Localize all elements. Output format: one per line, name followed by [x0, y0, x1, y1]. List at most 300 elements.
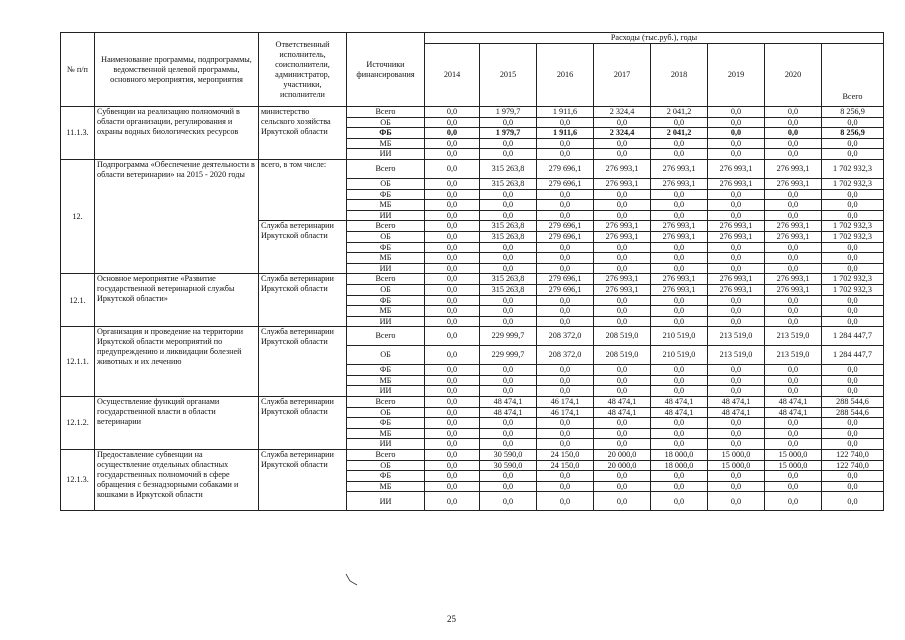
row-value: 0,0: [708, 386, 765, 397]
row-value: 1 979,7: [480, 128, 537, 139]
row-value: 0,0: [765, 365, 822, 376]
row-value: 0,0: [537, 253, 594, 264]
row-value: 0,0: [765, 253, 822, 264]
row-value: 20 000,0: [594, 450, 651, 461]
row-value: 0,0: [425, 375, 480, 386]
row-value: 0,0: [425, 274, 480, 285]
row-value: 0,0: [651, 471, 708, 482]
row-value: 2 324,4: [594, 107, 651, 118]
row-responsible: Служба ветеринарии Иркутской области: [259, 221, 347, 274]
row-value: 0,0: [765, 428, 822, 439]
row-value: 0,0: [425, 481, 480, 492]
row-value: 0,0: [425, 386, 480, 397]
row-value: 0,0: [765, 375, 822, 386]
row-total: 8 256,9: [822, 128, 884, 139]
row-value: 0,0: [480, 210, 537, 221]
row-value: 208 372,0: [537, 346, 594, 365]
row-value: 0,0: [537, 428, 594, 439]
row-value: 0,0: [765, 439, 822, 450]
row-value: 0,0: [651, 138, 708, 149]
row-source: МБ: [347, 253, 425, 264]
row-value: 0,0: [425, 200, 480, 211]
budget-sheet: [60, 32, 883, 511]
row-value: 0,0: [480, 481, 537, 492]
row-value: 0,0: [708, 189, 765, 200]
row-source: МБ: [347, 306, 425, 317]
row-value: 276 993,1: [708, 178, 765, 189]
row-value: 0,0: [537, 471, 594, 482]
header-responsible: Ответственный исполнитель, соисполнители, администратор, участники, исполнители: [259, 33, 347, 107]
row-total: 1 284 447,7: [822, 346, 884, 365]
row-value: 48 474,1: [594, 397, 651, 408]
row-source: ФБ: [347, 128, 425, 139]
row-source: Всего: [347, 159, 425, 178]
row-code: 12.: [61, 159, 95, 273]
table-row: [61, 107, 884, 118]
row-value: 0,0: [651, 386, 708, 397]
row-value: 0,0: [651, 492, 708, 511]
row-value: 0,0: [708, 263, 765, 274]
row-value: 0,0: [425, 295, 480, 306]
row-value: 0,0: [594, 149, 651, 160]
row-source: ФБ: [347, 242, 425, 253]
row-value: 315 263,8: [480, 284, 537, 295]
row-source: ОБ: [347, 346, 425, 365]
row-value: 276 993,1: [651, 221, 708, 232]
row-total: 0,0: [822, 492, 884, 511]
row-source: ФБ: [347, 418, 425, 429]
row-value: 0,0: [480, 138, 537, 149]
row-value: 0,0: [708, 128, 765, 139]
row-value: 0,0: [425, 346, 480, 365]
row-value: 0,0: [425, 128, 480, 139]
row-value: 0,0: [480, 316, 537, 327]
row-source: ИИ: [347, 492, 425, 511]
row-value: 0,0: [651, 253, 708, 264]
row-value: 0,0: [708, 439, 765, 450]
row-value: 0,0: [765, 263, 822, 274]
row-total: 0,0: [822, 428, 884, 439]
header-sources: Источники финансирования: [347, 33, 425, 107]
row-source: МБ: [347, 200, 425, 211]
row-value: 0,0: [765, 492, 822, 511]
row-value: 0,0: [594, 189, 651, 200]
row-value: 0,0: [708, 481, 765, 492]
page-number: 25: [447, 614, 456, 624]
row-value: 0,0: [537, 295, 594, 306]
row-value: 276 993,1: [594, 274, 651, 285]
row-value: 0,0: [594, 138, 651, 149]
row-value: 0,0: [425, 107, 480, 118]
row-value: 0,0: [425, 439, 480, 450]
row-value: 0,0: [765, 128, 822, 139]
row-source: Всего: [347, 397, 425, 408]
row-value: 0,0: [765, 306, 822, 317]
row-value: 0,0: [480, 375, 537, 386]
row-value: 18 000,0: [651, 460, 708, 471]
row-value: 0,0: [425, 460, 480, 471]
row-source: ИИ: [347, 263, 425, 274]
row-responsible: Служба ветеринарии Иркутской области: [259, 327, 347, 397]
row-total: 0,0: [822, 253, 884, 264]
row-source: ОБ: [347, 178, 425, 189]
row-source: ИИ: [347, 149, 425, 160]
row-code: 12.1.1.: [61, 327, 95, 397]
row-value: 15 000,0: [708, 450, 765, 461]
table-row: [61, 274, 884, 285]
row-value: 0,0: [480, 295, 537, 306]
row-value: 0,0: [708, 316, 765, 327]
row-value: 0,0: [594, 263, 651, 274]
row-value: 279 696,1: [537, 159, 594, 178]
header-row-top: [61, 33, 884, 44]
row-value: 0,0: [594, 242, 651, 253]
row-total: 1 702 932,3: [822, 221, 884, 232]
row-value: 0,0: [651, 365, 708, 376]
row-value: 0,0: [708, 242, 765, 253]
row-value: 0,0: [480, 492, 537, 511]
row-value: 0,0: [765, 471, 822, 482]
row-value: 0,0: [765, 138, 822, 149]
row-value: 0,0: [651, 149, 708, 160]
row-value: 0,0: [480, 418, 537, 429]
row-source: МБ: [347, 375, 425, 386]
row-value: 276 993,1: [708, 284, 765, 295]
row-value: 0,0: [765, 107, 822, 118]
row-source: Всего: [347, 327, 425, 346]
row-total: 1 702 932,3: [822, 231, 884, 242]
row-value: 0,0: [594, 481, 651, 492]
row-value: 0,0: [480, 242, 537, 253]
row-value: 276 993,1: [594, 284, 651, 295]
row-source: ИИ: [347, 439, 425, 450]
row-value: 276 993,1: [708, 231, 765, 242]
row-source: Всего: [347, 450, 425, 461]
row-value: 0,0: [425, 327, 480, 346]
row-value: 0,0: [594, 253, 651, 264]
row-value: 0,0: [537, 386, 594, 397]
row-value: 0,0: [425, 407, 480, 418]
row-value: 18 000,0: [651, 450, 708, 461]
row-total: 1 702 932,3: [822, 274, 884, 285]
header-year: 2020: [765, 44, 822, 107]
row-value: 0,0: [425, 365, 480, 376]
row-value: 276 993,1: [765, 178, 822, 189]
row-value: 0,0: [594, 306, 651, 317]
row-value: 279 696,1: [537, 274, 594, 285]
row-value: 0,0: [537, 242, 594, 253]
row-value: 213 519,0: [765, 346, 822, 365]
header-year: 2016: [537, 44, 594, 107]
row-value: 0,0: [765, 149, 822, 160]
row-total: 288 544,6: [822, 397, 884, 408]
row-value: 2 324,4: [594, 128, 651, 139]
row-name: Осуществление функций органами государственной власти в области ветеринарии: [95, 397, 259, 450]
row-value: 15 000,0: [765, 460, 822, 471]
row-source: ОБ: [347, 231, 425, 242]
row-total: 0,0: [822, 263, 884, 274]
row-value: 0,0: [425, 397, 480, 408]
row-total: 0,0: [822, 210, 884, 221]
row-value: 229 999,7: [480, 327, 537, 346]
row-value: 0,0: [425, 450, 480, 461]
row-value: 0,0: [708, 253, 765, 264]
row-value: 0,0: [425, 159, 480, 178]
row-value: 0,0: [480, 189, 537, 200]
row-value: 0,0: [594, 117, 651, 128]
row-value: 208 519,0: [594, 346, 651, 365]
header-year: 2019: [708, 44, 765, 107]
row-responsible: Служба ветеринарии Иркутской области: [259, 397, 347, 450]
row-value: 0,0: [425, 210, 480, 221]
row-value: 0,0: [425, 221, 480, 232]
row-value: 0,0: [651, 439, 708, 450]
row-value: 48 474,1: [480, 407, 537, 418]
row-value: 0,0: [708, 428, 765, 439]
header-num: № п/п: [61, 33, 95, 107]
row-value: 276 993,1: [594, 159, 651, 178]
row-total: 122 740,0: [822, 460, 884, 471]
row-value: 0,0: [537, 365, 594, 376]
row-source: ФБ: [347, 365, 425, 376]
row-value: 0,0: [537, 481, 594, 492]
row-value: 0,0: [480, 439, 537, 450]
row-value: 0,0: [537, 263, 594, 274]
row-value: 0,0: [537, 306, 594, 317]
row-value: 276 993,1: [765, 221, 822, 232]
row-value: 30 590,0: [480, 460, 537, 471]
row-value: 0,0: [594, 418, 651, 429]
row-value: 208 519,0: [594, 327, 651, 346]
row-source: ФБ: [347, 189, 425, 200]
row-value: 315 263,8: [480, 178, 537, 189]
row-value: 0,0: [708, 149, 765, 160]
table-body: [61, 107, 884, 511]
row-source: ФБ: [347, 471, 425, 482]
header-year: 2018: [651, 44, 708, 107]
row-value: 46 174,1: [537, 397, 594, 408]
row-value: 0,0: [425, 284, 480, 295]
row-source: ИИ: [347, 316, 425, 327]
row-value: 0,0: [651, 316, 708, 327]
row-value: 315 263,8: [480, 221, 537, 232]
row-value: 279 696,1: [537, 284, 594, 295]
row-value: 0,0: [594, 295, 651, 306]
row-name: Организация и проведение на территории Иркутской области мероприятий по предупреждению и ликвидации болезней животных и их лечению: [95, 327, 259, 397]
row-value: 0,0: [765, 386, 822, 397]
row-value: 0,0: [425, 471, 480, 482]
row-value: 0,0: [765, 316, 822, 327]
row-source: Всего: [347, 221, 425, 232]
row-source: МБ: [347, 481, 425, 492]
row-name: Предоставление субвенции на осуществление отдельных областных государственных полномочий в сфере обращения с безнадзорными собаками и кошками в Иркутской области: [95, 450, 259, 511]
row-value: 0,0: [708, 107, 765, 118]
row-value: 213 519,0: [708, 346, 765, 365]
row-value: 0,0: [708, 295, 765, 306]
row-total: 0,0: [822, 365, 884, 376]
row-value: 279 696,1: [537, 178, 594, 189]
row-code: 12.1.2.: [61, 397, 95, 450]
row-value: 0,0: [425, 306, 480, 317]
row-value: 0,0: [708, 492, 765, 511]
row-value: 0,0: [537, 210, 594, 221]
row-value: 0,0: [425, 253, 480, 264]
row-value: 276 993,1: [651, 159, 708, 178]
row-value: 276 993,1: [708, 221, 765, 232]
row-value: 208 372,0: [537, 327, 594, 346]
row-value: 0,0: [480, 117, 537, 128]
pen-mark: [345, 573, 359, 587]
row-value: 0,0: [651, 117, 708, 128]
row-value: 0,0: [765, 189, 822, 200]
row-value: 315 263,8: [480, 231, 537, 242]
row-value: 0,0: [425, 149, 480, 160]
row-responsible: министерство сельского хозяйства Иркутской области: [259, 107, 347, 160]
row-source: ИИ: [347, 386, 425, 397]
row-value: 0,0: [594, 428, 651, 439]
row-responsible: Служба ветеринарии Иркутской области: [259, 450, 347, 511]
row-responsible: Служба ветеринарии Иркутской области: [259, 274, 347, 327]
row-value: 0,0: [651, 263, 708, 274]
row-value: 0,0: [708, 306, 765, 317]
row-total: 1 702 932,3: [822, 284, 884, 295]
row-value: 276 993,1: [594, 178, 651, 189]
row-source: ОБ: [347, 407, 425, 418]
row-total: 1 702 932,3: [822, 178, 884, 189]
row-value: 276 993,1: [594, 231, 651, 242]
row-value: 315 263,8: [480, 159, 537, 178]
row-value: 0,0: [651, 481, 708, 492]
row-value: 0,0: [480, 386, 537, 397]
row-value: 276 993,1: [651, 231, 708, 242]
row-value: 0,0: [765, 200, 822, 211]
row-total: 0,0: [822, 439, 884, 450]
row-source: ИИ: [347, 210, 425, 221]
row-value: 0,0: [651, 189, 708, 200]
row-total: 1 702 932,3: [822, 159, 884, 178]
row-value: 0,0: [594, 210, 651, 221]
row-value: 0,0: [537, 418, 594, 429]
row-value: 0,0: [480, 471, 537, 482]
row-value: 0,0: [651, 306, 708, 317]
row-value: 276 993,1: [651, 178, 708, 189]
row-value: 210 519,0: [651, 346, 708, 365]
row-value: 48 474,1: [765, 407, 822, 418]
row-value: 0,0: [594, 471, 651, 482]
table-row: [61, 450, 884, 461]
row-value: 48 474,1: [480, 397, 537, 408]
row-value: 0,0: [651, 200, 708, 211]
row-value: 1 911,6: [537, 128, 594, 139]
row-value: 48 474,1: [708, 397, 765, 408]
row-value: 276 993,1: [708, 274, 765, 285]
row-value: 0,0: [708, 418, 765, 429]
row-value: 276 993,1: [765, 274, 822, 285]
row-value: 0,0: [594, 200, 651, 211]
row-value: 0,0: [425, 492, 480, 511]
row-value: 279 696,1: [537, 231, 594, 242]
row-source: МБ: [347, 428, 425, 439]
row-value: 0,0: [594, 439, 651, 450]
row-value: 0,0: [537, 316, 594, 327]
row-value: 0,0: [537, 138, 594, 149]
row-code: 12.1.: [61, 274, 95, 327]
row-value: 276 993,1: [651, 274, 708, 285]
row-value: 46 174,1: [537, 407, 594, 418]
row-value: 0,0: [425, 189, 480, 200]
row-value: 48 474,1: [594, 407, 651, 418]
budget-table: [60, 32, 884, 511]
row-total: 0,0: [822, 306, 884, 317]
row-code: 11.1.3.: [61, 107, 95, 160]
row-total: 0,0: [822, 375, 884, 386]
table-row: [61, 159, 884, 178]
row-total: 0,0: [822, 471, 884, 482]
row-value: 229 999,7: [480, 346, 537, 365]
row-code: 12.1.3.: [61, 450, 95, 511]
row-value: 213 519,0: [708, 327, 765, 346]
row-total: 0,0: [822, 386, 884, 397]
row-total: 0,0: [822, 242, 884, 253]
row-value: 276 993,1: [651, 284, 708, 295]
row-value: 0,0: [765, 242, 822, 253]
row-value: 0,0: [708, 365, 765, 376]
row-value: 0,0: [480, 200, 537, 211]
row-value: 0,0: [765, 481, 822, 492]
row-source: ОБ: [347, 117, 425, 128]
row-value: 276 993,1: [765, 159, 822, 178]
row-total: 288 544,6: [822, 407, 884, 418]
row-value: 1 911,6: [537, 107, 594, 118]
row-value: 0,0: [651, 428, 708, 439]
row-value: 213 519,0: [765, 327, 822, 346]
row-value: 210 519,0: [651, 327, 708, 346]
row-source: Всего: [347, 274, 425, 285]
row-total: 0,0: [822, 316, 884, 327]
row-value: 0,0: [537, 189, 594, 200]
row-value: 0,0: [708, 471, 765, 482]
row-value: 20 000,0: [594, 460, 651, 471]
row-value: 0,0: [425, 231, 480, 242]
row-value: 0,0: [480, 365, 537, 376]
row-value: 24 150,0: [537, 460, 594, 471]
row-value: 0,0: [765, 295, 822, 306]
row-total: 8 256,9: [822, 107, 884, 118]
row-value: 0,0: [537, 117, 594, 128]
row-value: 48 474,1: [651, 397, 708, 408]
row-value: 0,0: [425, 242, 480, 253]
row-value: 24 150,0: [537, 450, 594, 461]
row-value: 15 000,0: [765, 450, 822, 461]
row-value: 0,0: [594, 365, 651, 376]
row-total: 0,0: [822, 138, 884, 149]
row-value: 0,0: [537, 375, 594, 386]
row-value: 0,0: [480, 263, 537, 274]
header-total: Всего: [822, 44, 884, 107]
row-value: 0,0: [651, 375, 708, 386]
header-name: Наименование программы, подпрограммы, ведомственной целевой программы, основного мероприятия, мероприятия: [95, 33, 259, 107]
row-total: 0,0: [822, 200, 884, 211]
row-value: 0,0: [480, 149, 537, 160]
row-source: ОБ: [347, 460, 425, 471]
row-value: 0,0: [425, 117, 480, 128]
row-value: 0,0: [765, 117, 822, 128]
row-value: 279 696,1: [537, 221, 594, 232]
row-value: 276 993,1: [708, 159, 765, 178]
row-value: 48 474,1: [651, 407, 708, 418]
row-value: 1 979,7: [480, 107, 537, 118]
row-value: 0,0: [425, 138, 480, 149]
